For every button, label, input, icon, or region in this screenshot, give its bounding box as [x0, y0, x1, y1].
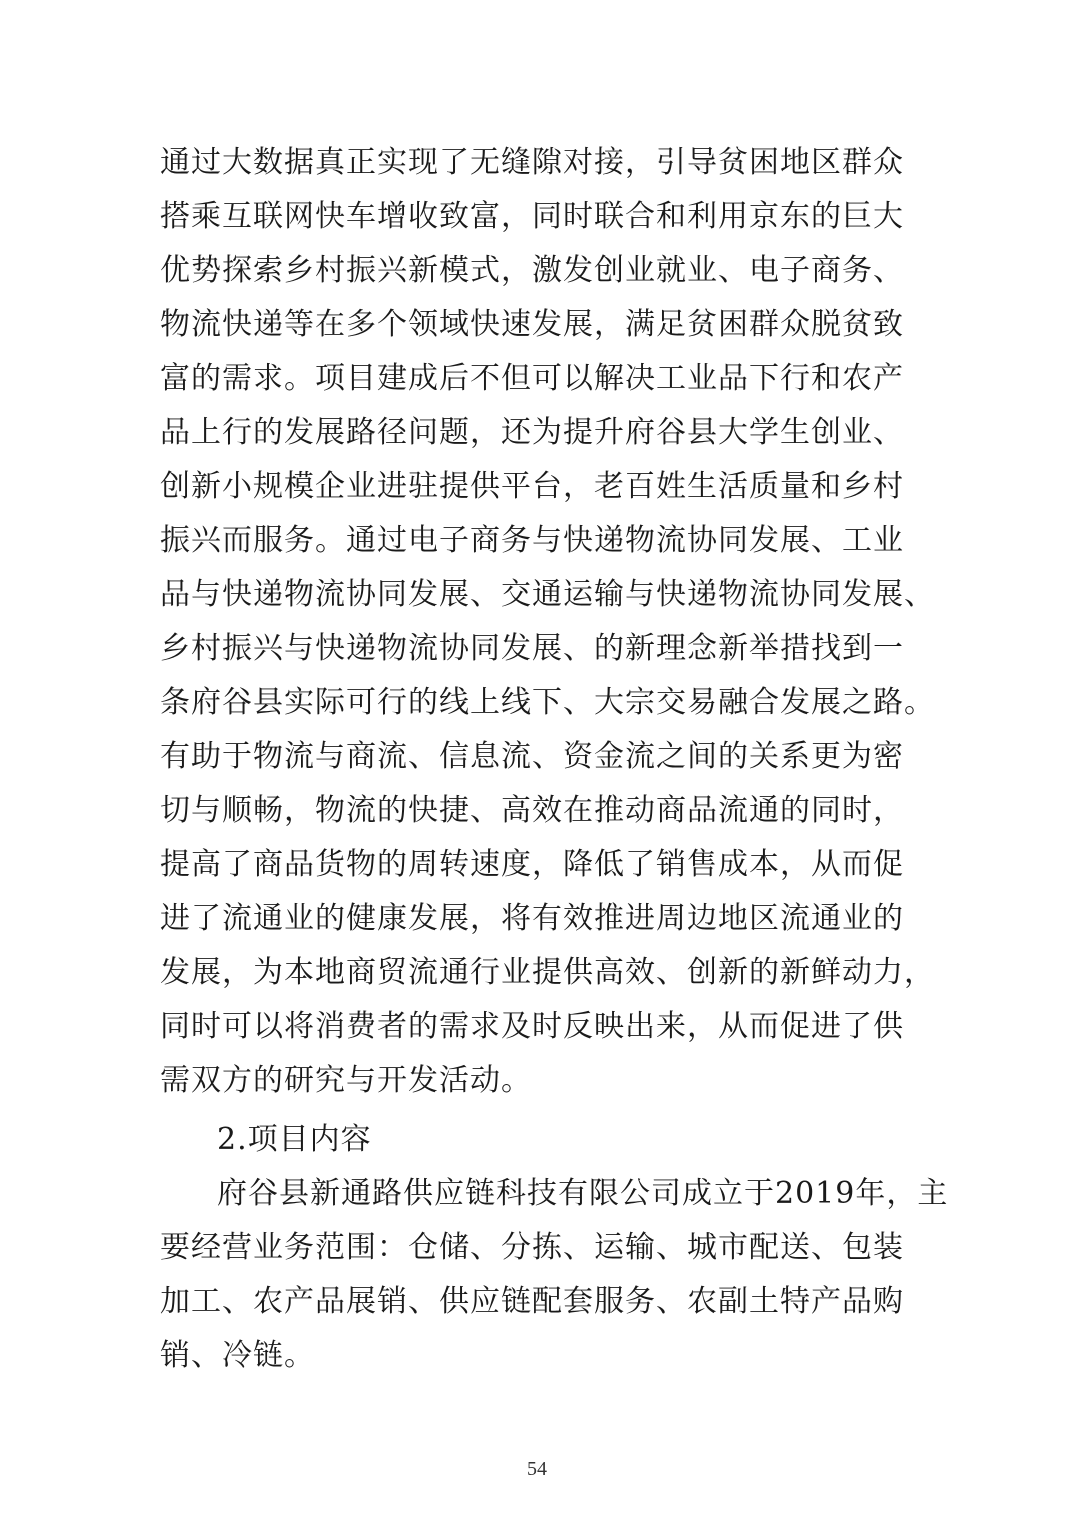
text-line: 发展，为本地商贸流通行业提供高效、创新的新鲜动力， [160, 955, 935, 990]
text-line: 通过大数据真正实现了无缝隙对接，引导贫困地区群众 [160, 145, 904, 180]
text-line: 同时可以将消费者的需求及时反映出来，从而促进了供 [160, 1009, 904, 1044]
text-line: 创新小规模企业进驻提供平台，老百姓生活质量和乡村 [160, 469, 904, 504]
text-line: 进了流通业的健康发展，将有效推进周边地区流通业的 [160, 901, 904, 936]
text-line: 搭乘互联网快车增收致富，同时联合和利用京东的巨大 [160, 199, 904, 234]
text-line: 销、冷链。 [160, 1338, 315, 1373]
text-line: 加工、农产品展销、供应链配套服务、农副土特产品购 [160, 1284, 904, 1319]
text-line: 富的需求。项目建成后不但可以解决工业品下行和农产 [160, 361, 904, 396]
text-line: 条府谷县实际可行的线上线下、大宗交易融合发展之路。 [160, 685, 935, 720]
page-number: 54 [527, 1458, 547, 1480]
text-line: 有助于物流与商流、信息流、资金流之间的关系更为密 [160, 739, 904, 774]
text-line: 优势探索乡村振兴新模式，激发创业就业、电子商务、 [160, 253, 904, 288]
text-line: 振兴而服务。通过电子商务与快递物流协同发展、工业 [160, 523, 904, 558]
text-line: 乡村振兴与快递物流协同发展、的新理念新举措找到一 [160, 631, 904, 666]
text-line: 品与快递物流协同发展、交通运输与快递物流协同发展、 [160, 577, 935, 612]
section-heading: 2.项目内容 [217, 1122, 372, 1157]
text-line: 品上行的发展路径问题，还为提升府谷县大学生创业、 [160, 415, 904, 450]
text-line: 要经营业务范围：仓储、分拣、运输、城市配送、包装 [160, 1230, 904, 1265]
text-line: 需双方的研究与开发活动。 [160, 1063, 532, 1098]
text-line: 府谷县新通路供应链科技有限公司成立于2019年，主 [217, 1176, 949, 1211]
text-line: 物流快递等在多个领域快速发展，满足贫困群众脱贫致 [160, 307, 904, 342]
text-line: 提高了商品货物的周转速度，降低了销售成本，从而促 [160, 847, 904, 882]
text-line: 切与顺畅，物流的快捷、高效在推动商品流通的同时， [160, 793, 904, 828]
